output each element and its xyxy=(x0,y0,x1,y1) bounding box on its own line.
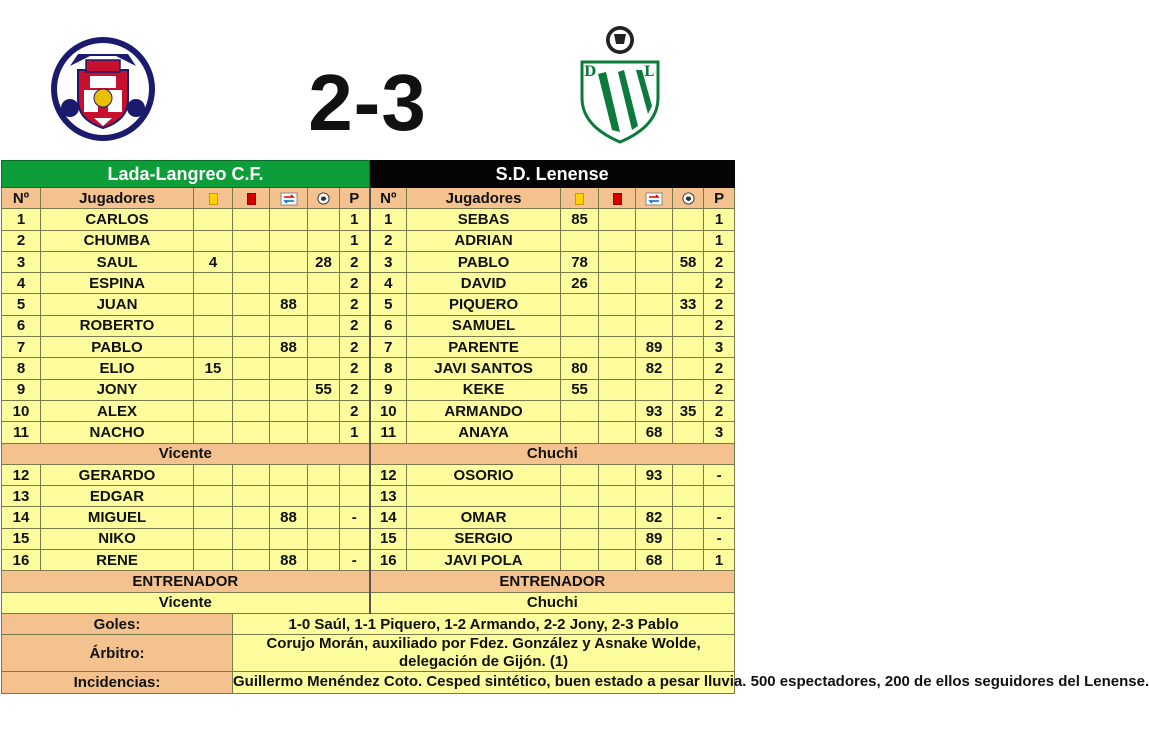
rating: 3 xyxy=(704,337,735,358)
ball-icon xyxy=(317,192,330,205)
yellow-card-minute xyxy=(561,464,599,485)
yellow-card-minute: 78 xyxy=(561,251,599,272)
yellow-card-minute xyxy=(194,315,233,336)
player-name: NACHO xyxy=(41,422,194,443)
player-name: PABLO xyxy=(407,251,561,272)
goal-minute: 28 xyxy=(308,251,340,272)
player-name: GERARDO xyxy=(41,464,194,485)
player-name: JAVI POLA xyxy=(407,550,561,571)
player-row xyxy=(2,400,735,421)
goal-minute xyxy=(673,315,704,336)
goal-minute xyxy=(673,358,704,379)
player-number: 3 xyxy=(2,251,41,272)
substitution-minute: 82 xyxy=(636,507,673,528)
incidents-row xyxy=(2,672,735,693)
red-card-minute xyxy=(233,464,270,485)
yellow-card-minute xyxy=(194,273,233,294)
player-number: 15 xyxy=(370,528,407,549)
rating: 2 xyxy=(704,358,735,379)
goals-label: Goles: xyxy=(2,613,233,634)
player-number: 7 xyxy=(370,337,407,358)
col-goal xyxy=(308,188,340,209)
substitution-minute: 88 xyxy=(270,507,308,528)
rating: 2 xyxy=(340,251,370,272)
goal-minute xyxy=(673,209,704,230)
goal-minute xyxy=(308,358,340,379)
home-team-name: Lada-Langreo C.F. xyxy=(2,161,370,188)
goal-minute xyxy=(308,507,340,528)
player-row xyxy=(2,550,735,571)
goal-minute xyxy=(308,294,340,315)
player-number: 14 xyxy=(370,507,407,528)
red-card-minute xyxy=(599,209,636,230)
rating: 2 xyxy=(704,273,735,294)
rating: 2 xyxy=(340,400,370,421)
substitution-minute xyxy=(636,379,673,400)
red-card-minute xyxy=(599,294,636,315)
player-number: 4 xyxy=(2,273,41,294)
player-name: RENE xyxy=(41,550,194,571)
goal-minute xyxy=(673,230,704,251)
col-p: P xyxy=(340,188,370,209)
goal-minute xyxy=(308,528,340,549)
col-yellow xyxy=(194,188,233,209)
red-card-minute xyxy=(599,486,636,507)
rating: 1 xyxy=(340,422,370,443)
substitution-minute xyxy=(270,251,308,272)
player-row xyxy=(2,486,735,507)
rating: - xyxy=(340,550,370,571)
red-card-icon xyxy=(613,193,622,205)
red-card-minute xyxy=(233,273,270,294)
substitution-minute xyxy=(270,400,308,421)
player-number: 1 xyxy=(2,209,41,230)
player-number: 13 xyxy=(2,486,41,507)
player-name: MIGUEL xyxy=(41,507,194,528)
rating: 2 xyxy=(340,337,370,358)
substitution-minute xyxy=(636,294,673,315)
goal-minute xyxy=(308,550,340,571)
substitution-minute xyxy=(270,230,308,251)
red-card-minute xyxy=(599,230,636,251)
col-p: P xyxy=(704,188,735,209)
substitution-minute xyxy=(636,230,673,251)
player-row xyxy=(2,422,735,443)
lineup-table xyxy=(1,160,1149,694)
col-red xyxy=(233,188,270,209)
yellow-card-minute xyxy=(194,337,233,358)
yellow-card-minute: 55 xyxy=(561,379,599,400)
col-players: Jugadores xyxy=(407,188,561,209)
yellow-card-minute xyxy=(194,209,233,230)
svg-text:L: L xyxy=(644,64,654,80)
yellow-card-minute: 85 xyxy=(561,209,599,230)
yellow-card-minute xyxy=(194,550,233,571)
rating xyxy=(340,486,370,507)
substitution-minute xyxy=(636,251,673,272)
player-number: 8 xyxy=(370,358,407,379)
sd-lenense-logo xyxy=(578,18,662,144)
substitution-minute: 88 xyxy=(270,294,308,315)
yellow-card-minute xyxy=(194,464,233,485)
player-number: 5 xyxy=(2,294,41,315)
incidents-label: Incidencias: xyxy=(2,672,233,693)
goal-minute xyxy=(673,464,704,485)
player-number: 3 xyxy=(370,251,407,272)
goal-minute xyxy=(673,379,704,400)
rating: 2 xyxy=(340,358,370,379)
player-name: ESPINA xyxy=(41,273,194,294)
red-card-minute xyxy=(599,550,636,571)
yellow-card-minute xyxy=(194,528,233,549)
column-header-row xyxy=(2,188,735,209)
goal-minute xyxy=(308,230,340,251)
substitution-minute xyxy=(636,273,673,294)
substitution-minute xyxy=(270,464,308,485)
player-row xyxy=(2,230,735,251)
substitution-minute xyxy=(270,379,308,400)
substitution-minute: 93 xyxy=(636,400,673,421)
red-card-minute xyxy=(599,528,636,549)
home-coach-name: Vicente xyxy=(2,592,370,613)
yellow-card-minute xyxy=(194,486,233,507)
player-name: PARENTE xyxy=(407,337,561,358)
player-name: JONY xyxy=(41,379,194,400)
red-card-minute xyxy=(233,315,270,336)
goal-minute xyxy=(308,315,340,336)
red-card-minute xyxy=(233,486,270,507)
yellow-card-minute xyxy=(561,400,599,421)
substitution-minute xyxy=(636,209,673,230)
player-number: 6 xyxy=(370,315,407,336)
col-players: Jugadores xyxy=(41,188,194,209)
red-card-minute xyxy=(599,400,636,421)
substitution-minute: 93 xyxy=(636,464,673,485)
substitution-minute xyxy=(270,315,308,336)
yellow-card-icon xyxy=(575,193,584,205)
goal-minute xyxy=(673,273,704,294)
yellow-card-minute: 15 xyxy=(194,358,233,379)
red-card-minute xyxy=(599,507,636,528)
player-row xyxy=(2,464,735,485)
coach-label-row xyxy=(2,571,735,592)
player-name: SAMUEL xyxy=(407,315,561,336)
substitution-minute: 82 xyxy=(636,358,673,379)
coach-name-row xyxy=(2,592,735,613)
player-number: 4 xyxy=(370,273,407,294)
player-name: OSORIO xyxy=(407,464,561,485)
player-number: 12 xyxy=(2,464,41,485)
player-name: ADRIAN xyxy=(407,230,561,251)
home-coach-line: Vicente xyxy=(2,443,370,464)
yellow-card-minute xyxy=(561,230,599,251)
player-name: JUAN xyxy=(41,294,194,315)
player-name: ANAYA xyxy=(407,422,561,443)
player-name: CARLOS xyxy=(41,209,194,230)
away-team-name: S.D. Lenense xyxy=(370,161,735,188)
red-card-minute xyxy=(599,273,636,294)
player-name: CHUMBA xyxy=(41,230,194,251)
goal-minute xyxy=(673,337,704,358)
col-goal xyxy=(673,188,704,209)
home-coach-label: ENTRENADOR xyxy=(2,571,370,592)
player-number: 1 xyxy=(370,209,407,230)
coach-line-row xyxy=(2,443,735,464)
red-card-minute xyxy=(233,400,270,421)
substitution-minute xyxy=(270,422,308,443)
player-name: NIKO xyxy=(41,528,194,549)
col-red xyxy=(599,188,636,209)
rating xyxy=(704,486,735,507)
player-number: 5 xyxy=(370,294,407,315)
rating: - xyxy=(704,507,735,528)
player-number: 15 xyxy=(2,528,41,549)
substitution-minute: 89 xyxy=(636,337,673,358)
substitution-minute xyxy=(270,486,308,507)
goals-row xyxy=(2,613,735,634)
goal-minute xyxy=(308,486,340,507)
player-number: 10 xyxy=(370,400,407,421)
goal-minute xyxy=(673,486,704,507)
player-name: SERGIO xyxy=(407,528,561,549)
player-number: 9 xyxy=(370,379,407,400)
col-sub xyxy=(270,188,308,209)
player-row xyxy=(2,209,735,230)
svg-text:D: D xyxy=(584,64,597,80)
yellow-card-minute xyxy=(194,294,233,315)
player-name: ALEX xyxy=(41,400,194,421)
yellow-card-minute xyxy=(561,337,599,358)
rating: 3 xyxy=(704,422,735,443)
yellow-card-icon xyxy=(209,193,218,205)
red-card-minute xyxy=(599,315,636,336)
player-row xyxy=(2,358,735,379)
referee-line-1: Corujo Morán, auxiliado por Fdez. González y Asnake Wolde, xyxy=(266,635,701,653)
red-card-minute xyxy=(233,251,270,272)
away-coach-label: ENTRENADOR xyxy=(370,571,735,592)
red-card-minute xyxy=(233,294,270,315)
red-card-minute xyxy=(233,507,270,528)
red-card-minute xyxy=(599,464,636,485)
away-coach-name: Chuchi xyxy=(370,592,735,613)
referee-label: Árbitro: xyxy=(2,635,233,672)
player-name: PABLO xyxy=(41,337,194,358)
player-number: 11 xyxy=(370,422,407,443)
player-number: 2 xyxy=(370,230,407,251)
goal-minute: 58 xyxy=(673,251,704,272)
substitution-minute xyxy=(636,315,673,336)
rating: 2 xyxy=(704,315,735,336)
incidents-value: Guillermo Menéndez Coto. Cesped sintético, buen estado a pesar lluvia. 500 espectadores, 200 de ellos seguidores del Lenense. xyxy=(233,672,735,693)
substitution-minute xyxy=(270,528,308,549)
player-name: SEBAS xyxy=(407,209,561,230)
red-card-minute xyxy=(599,379,636,400)
player-name: PIQUERO xyxy=(407,294,561,315)
substitution-minute: 88 xyxy=(270,550,308,571)
substitution-minute xyxy=(270,273,308,294)
rating xyxy=(340,464,370,485)
rating: - xyxy=(704,464,735,485)
referee-row xyxy=(2,635,735,672)
player-row xyxy=(2,379,735,400)
yellow-card-minute xyxy=(194,400,233,421)
yellow-card-minute xyxy=(561,550,599,571)
yellow-card-minute: 80 xyxy=(561,358,599,379)
red-card-icon xyxy=(247,193,256,205)
rating xyxy=(340,528,370,549)
rating: 2 xyxy=(340,315,370,336)
goal-minute: 55 xyxy=(308,379,340,400)
substitution-minute: 68 xyxy=(636,422,673,443)
yellow-card-minute xyxy=(561,528,599,549)
goal-minute xyxy=(673,550,704,571)
player-number: 9 xyxy=(2,379,41,400)
player-number: 13 xyxy=(370,486,407,507)
player-row xyxy=(2,507,735,528)
rating: 1 xyxy=(340,230,370,251)
player-row xyxy=(2,528,735,549)
player-number: 16 xyxy=(2,550,41,571)
goal-minute: 33 xyxy=(673,294,704,315)
player-number: 7 xyxy=(2,337,41,358)
rating: 2 xyxy=(704,294,735,315)
goal-minute xyxy=(308,464,340,485)
substitution-minute xyxy=(270,358,308,379)
goal-minute xyxy=(673,528,704,549)
player-number: 6 xyxy=(2,315,41,336)
red-card-minute xyxy=(233,358,270,379)
player-name: KEKE xyxy=(407,379,561,400)
rating: 2 xyxy=(340,273,370,294)
rating: 2 xyxy=(340,379,370,400)
player-number: 16 xyxy=(370,550,407,571)
goal-minute: 35 xyxy=(673,400,704,421)
yellow-card-minute xyxy=(194,230,233,251)
player-name: EDGAR xyxy=(41,486,194,507)
red-card-minute xyxy=(233,379,270,400)
goal-minute xyxy=(308,337,340,358)
rating: 2 xyxy=(704,379,735,400)
col-num: Nº xyxy=(370,188,407,209)
goal-minute xyxy=(308,209,340,230)
yellow-card-minute: 4 xyxy=(194,251,233,272)
rating: - xyxy=(340,507,370,528)
player-number: 11 xyxy=(2,422,41,443)
substitution-icon xyxy=(281,193,297,205)
substitution-minute: 88 xyxy=(270,337,308,358)
red-card-minute xyxy=(233,528,270,549)
red-card-minute xyxy=(233,337,270,358)
goal-minute xyxy=(308,273,340,294)
rating: 1 xyxy=(704,550,735,571)
rating: 2 xyxy=(704,400,735,421)
rating: - xyxy=(704,528,735,549)
rating: 1 xyxy=(340,209,370,230)
player-number: 14 xyxy=(2,507,41,528)
goal-minute xyxy=(308,422,340,443)
red-card-minute xyxy=(233,422,270,443)
goal-minute xyxy=(308,400,340,421)
substitution-minute: 68 xyxy=(636,550,673,571)
rating: 1 xyxy=(704,230,735,251)
lada-langreo-logo xyxy=(50,36,156,142)
red-card-minute xyxy=(233,230,270,251)
col-num: Nº xyxy=(2,188,41,209)
player-row xyxy=(2,294,735,315)
player-name: ARMANDO xyxy=(407,400,561,421)
player-row xyxy=(2,251,735,272)
red-card-minute xyxy=(599,422,636,443)
yellow-card-minute xyxy=(561,315,599,336)
rating: 2 xyxy=(340,294,370,315)
yellow-card-minute xyxy=(194,507,233,528)
goals-value: 1-0 Saúl, 1-1 Piquero, 1-2 Armando, 2-2 Jony, 2-3 Pablo xyxy=(233,613,735,634)
yellow-card-minute xyxy=(561,422,599,443)
player-number: 10 xyxy=(2,400,41,421)
red-card-minute xyxy=(599,251,636,272)
goal-minute xyxy=(673,422,704,443)
yellow-card-minute xyxy=(561,486,599,507)
player-name xyxy=(407,486,561,507)
player-number: 2 xyxy=(2,230,41,251)
ball-icon xyxy=(682,192,695,205)
yellow-card-minute: 26 xyxy=(561,273,599,294)
substitution-minute xyxy=(270,209,308,230)
player-name: DAVID xyxy=(407,273,561,294)
rating: 2 xyxy=(704,251,735,272)
col-yellow xyxy=(561,188,599,209)
substitution-icon xyxy=(646,193,662,205)
red-card-minute xyxy=(233,209,270,230)
match-score: 2-3 xyxy=(308,58,427,147)
player-number: 12 xyxy=(370,464,407,485)
red-card-minute xyxy=(599,337,636,358)
player-number: 8 xyxy=(2,358,41,379)
col-sub xyxy=(636,188,673,209)
yellow-card-minute xyxy=(194,422,233,443)
referee-value xyxy=(233,635,735,672)
yellow-card-minute xyxy=(194,379,233,400)
away-coach-line: Chuchi xyxy=(370,443,735,464)
yellow-card-minute xyxy=(561,294,599,315)
player-row xyxy=(2,273,735,294)
player-name: OMAR xyxy=(407,507,561,528)
player-row xyxy=(2,337,735,358)
player-row xyxy=(2,315,735,336)
goal-minute xyxy=(673,507,704,528)
red-card-minute xyxy=(233,550,270,571)
substitution-minute xyxy=(636,486,673,507)
red-card-minute xyxy=(599,358,636,379)
player-name: JAVI SANTOS xyxy=(407,358,561,379)
yellow-card-minute xyxy=(561,507,599,528)
rating: 1 xyxy=(704,209,735,230)
substitution-minute: 89 xyxy=(636,528,673,549)
player-name: ELIO xyxy=(41,358,194,379)
referee-line-2: delegación de Gijón. (1) xyxy=(398,653,569,671)
player-name: SAUL xyxy=(41,251,194,272)
player-name: ROBERTO xyxy=(41,315,194,336)
